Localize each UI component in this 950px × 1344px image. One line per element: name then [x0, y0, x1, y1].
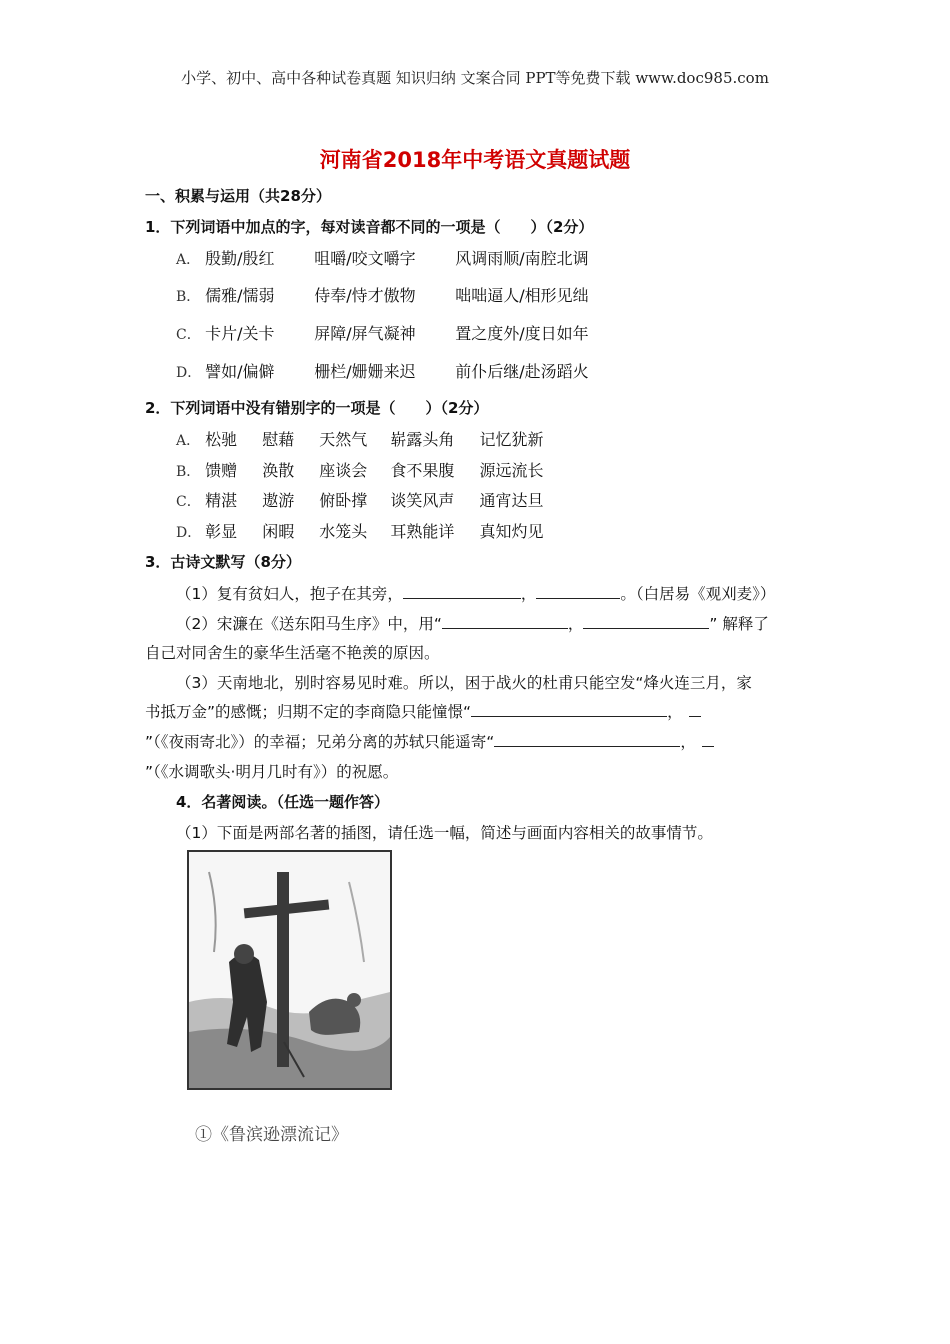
text: 书抵万金”的感慨；归期不定的李商隐只能憧憬“ [145, 703, 472, 721]
option-letter: B． [176, 289, 201, 305]
q3-part-3-line3 [145, 730, 714, 752]
illustration-image [187, 850, 392, 1090]
text: ” 解释了 [709, 615, 769, 633]
word: 松驰 [205, 430, 238, 449]
word-pair: 卡片/关卡 [205, 324, 275, 343]
word: 彰显 [205, 522, 238, 541]
q1-option-d[interactable] [176, 359, 589, 382]
word-pair: 前仆后继/赴汤蹈火 [455, 362, 589, 381]
q3-part-2 [176, 612, 769, 634]
option-letter: D． [176, 525, 202, 541]
word: 涣散 [262, 461, 295, 480]
answer-blank[interactable] [442, 614, 568, 629]
word: 水笼头 [319, 522, 368, 541]
text: ， [520, 585, 537, 603]
question-1-stem: 1．下列词语中加点的字，每对读音都不同的一项是（ ）（2分） [145, 218, 594, 236]
answer-blank[interactable] [403, 584, 521, 599]
word: 慰藉 [262, 430, 295, 449]
word: 源远流长 [479, 461, 544, 480]
answer-blank[interactable] [583, 614, 709, 629]
word: 遨游 [262, 491, 295, 510]
answer-blank[interactable] [536, 584, 620, 599]
word-pair: 儒雅/懦弱 [205, 286, 275, 305]
answer-blank[interactable] [494, 732, 680, 747]
question-4-stem: 4．名著阅读。（任选一题作答） [176, 793, 389, 811]
word-pair: 殷勤/殷红 [205, 249, 275, 268]
q3-part-1 [176, 582, 775, 604]
word: 座谈会 [319, 461, 368, 480]
q2-option-c[interactable] [176, 488, 543, 511]
word: 记忆犹新 [479, 430, 544, 449]
q1-option-b[interactable] [176, 283, 589, 306]
option-letter: B． [176, 464, 201, 480]
option-letter: A． [176, 252, 201, 268]
q4-part-1: （1）下面是两部名著的插图，请任选一幅，简述与画面内容相关的故事情节。 [176, 824, 713, 842]
word-pair: 譬如/偏僻 [205, 362, 275, 381]
q3-part-2-cont: 自己对同舍生的豪华生活毫不艳羡的原因。 [145, 644, 440, 662]
word: 馈赠 [205, 461, 238, 480]
word: 闲暇 [262, 522, 295, 541]
section-heading: 一、积累与运用（共28分） [145, 187, 331, 205]
word-pair: 咄咄逼人/相形见绌 [455, 286, 589, 305]
word: 耳熟能详 [390, 522, 455, 541]
answer-blank[interactable] [702, 732, 714, 747]
q3-part-3: （3）天南地北，别时容易见时难。所以，困于战火的杜甫只能空发“烽火连三月，家 [176, 674, 752, 692]
site-header: 小学、初中、高中各种试卷真题 知识归纳 文案合同 PPT等免费下载 www.doc985.com [181, 69, 769, 87]
page-title: 河南省2018年中考语文真题试题 [319, 148, 631, 172]
text: ， [680, 733, 696, 751]
word: 真知灼见 [479, 522, 544, 541]
q1-option-a[interactable] [176, 246, 589, 269]
word: 天然气 [319, 430, 368, 449]
word: 谈笑风声 [390, 491, 455, 510]
answer-blank[interactable] [471, 702, 667, 717]
q2-option-b[interactable] [176, 458, 543, 481]
option-letter: C． [176, 494, 201, 510]
word: 俯卧撑 [319, 491, 368, 510]
word: 崭露头角 [390, 430, 455, 449]
text: ”（《夜雨寄北》）的幸福；兄弟分离的苏轼只能遥寄“ [145, 733, 495, 751]
word-pair: 侍奉/恃才傲物 [314, 286, 416, 305]
word: 食不果腹 [390, 461, 455, 480]
option-letter: C． [176, 327, 201, 343]
text: （2）宋濂在《送东阳马生序》中，用“ [176, 615, 442, 633]
q2-option-d[interactable] [176, 519, 543, 542]
illustration-caption: ①《鲁滨逊漂流记》 [195, 1125, 348, 1145]
answer-blank[interactable] [689, 702, 701, 717]
text: 。（白居易《观刈麦》） [620, 585, 776, 603]
text: （1）复有贫妇人，抱子在其旁， [176, 585, 403, 603]
option-letter: D． [176, 365, 202, 381]
word-pair: 栅栏/姗姗来迟 [314, 362, 416, 381]
word: 精湛 [205, 491, 238, 510]
word-pair: 置之度外/度日如年 [455, 324, 589, 343]
q2-option-a[interactable] [176, 427, 543, 450]
word-pair: 屏障/屏气凝神 [314, 324, 416, 343]
illustration-drawing [189, 852, 390, 1088]
question-3-stem: 3．古诗文默写（8分） [145, 553, 301, 571]
option-letter: A． [176, 433, 201, 449]
q3-part-3-line4: ”（《水调歌头·明月几时有》）的祝愿。 [145, 763, 399, 781]
text: ， [667, 703, 683, 721]
question-2-stem: 2．下列词语中没有错别字的一项是（ ）（2分） [145, 399, 489, 417]
word-pair: 风调雨顺/南腔北调 [455, 249, 589, 268]
q1-option-c[interactable] [176, 321, 589, 344]
text: ， [567, 615, 584, 633]
word-pair: 咀嚼/咬文嚼字 [314, 249, 416, 268]
q3-part-3-line2 [145, 700, 701, 722]
word: 通宵达旦 [479, 491, 544, 510]
